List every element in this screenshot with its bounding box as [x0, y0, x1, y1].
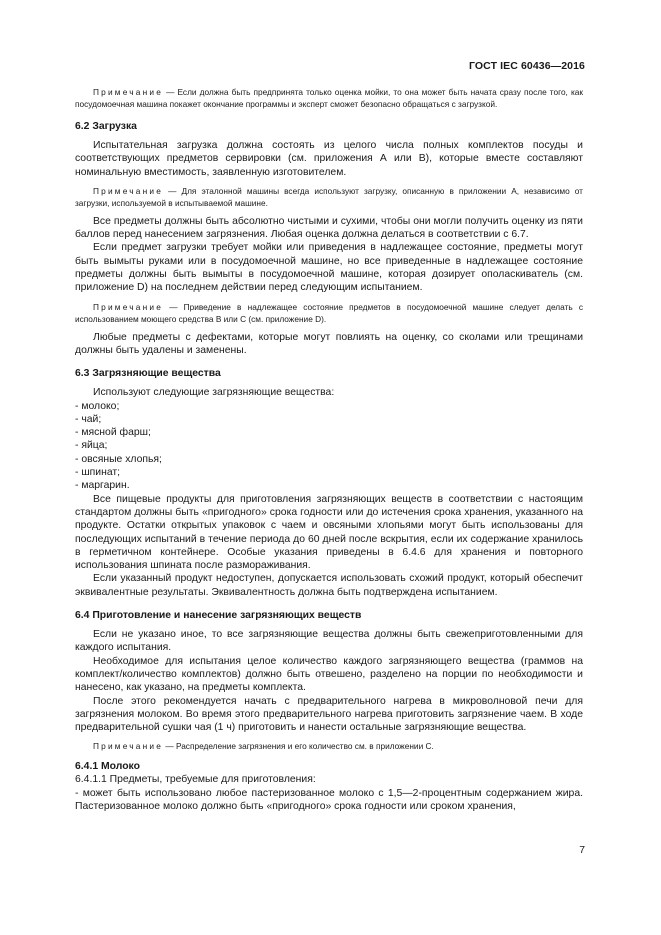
- paragraph: Все пищевые продукты для приготовления загрязняющих веществ в соответствии с настоящим стандартом должны быть «пригодного» срока годности или до истечения срока хранения, указанного на продукте. Остатки открытых упаковок с чаем и овсяными хлопьями могут быть использованы для последующих испытаний в течение периода до 60 дней после вскрытия, если их содержание хранилось в герметичном контейнере. Особые указания приведены в 6.4.6 для хранения и повторного использования шпината после размораживания.: [75, 493, 583, 572]
- section-6-4-1-title: 6.4.1 Молоко: [75, 761, 140, 773]
- note-label: Примечание: [93, 741, 164, 752]
- note-label: Примечание: [93, 301, 164, 312]
- paragraph: Испытательная загрузка должна состоять из целого числа полных комплектов посуды и соответствующих предметов сервировки (см. приложения А или В), которые вместе составляют номинальную вместимость, заявленную изготовителем.: [75, 140, 583, 178]
- paragraph: Если не указано иное, то все загрязняющие вещества должны быть свежеприготовленными для каждого испытания.: [75, 629, 583, 654]
- list-item: - молоко;: [75, 400, 120, 412]
- list-item: - овсяные хлопья;: [75, 453, 162, 465]
- section-6-2-title: 6.2 Загрузка: [75, 121, 137, 132]
- list-item: - мясной фарш;: [75, 427, 151, 439]
- note-text: — Приведение в надлежащее состояние предметов в посудомоечной машине следует делать с использованием моющего средства В или С (см. приложение D).: [75, 301, 583, 324]
- paragraph: - может быть использовано любое пастеризованное молоко с 1,5—2-процентным содержанием жира. Пастеризованное молоко должно быть «пригодного» срока годности или сроком хранения,: [75, 787, 583, 812]
- document-body: [75, 86, 583, 813]
- section-6-3-title: 6.3 Загрязняющие вещества: [75, 368, 221, 380]
- list-item: - яйца;: [75, 440, 108, 452]
- section-6-4-title: 6.4 Приготовление и нанесение загрязняющих веществ: [75, 610, 362, 622]
- paragraph: После этого рекомендуется начать с предварительного нагрева в микроволновой печи для загрязнения молоком. Во время этого предварительного нагрева приготовить загрязнение чаем. В ходе предварительной сушки чая (1 ч) приготовить и нанести остальные загрязняющие вещества.: [75, 695, 583, 734]
- note-2: [75, 185, 583, 209]
- note-text: — Распределение загрязнения и его количество см. в приложении С.: [163, 741, 434, 752]
- list-item: - чай;: [75, 413, 102, 425]
- note-1: [75, 86, 583, 110]
- note-text: — Если должна быть предпринята только оценка мойки, то она может быть начата сразу после того, как посудомоечная машина покажет окончание программы и эксперт сможет безопасно обращаться с загрузкой.: [75, 87, 583, 109]
- paragraph: Если указанный продукт недоступен, допускается использовать схожий продукт, который обеспечит эквивалентные результаты. Эквивалентность должна быть подтверждена испытанием.: [75, 573, 583, 598]
- list-item: - маргарин.: [75, 480, 130, 492]
- document-header: ГОСТ IEC 60436—2016: [468, 60, 585, 72]
- paragraph: Если предмет загрузки требует мойки или приведения в надлежащее состояние, предметы могут быть вымыты руками или в посудомоечной машине, но все приведенные в надлежащее состояние предметы должны быть вымыты в посудомоечной машине, которая дозирует ополаскиватель (см. приложение D) на последнем действии перед следующим испытанием.: [75, 242, 583, 294]
- note-3: [75, 301, 583, 325]
- paragraph: Любые предметы с дефектами, которые могут повлиять на оценку, со сколами или трещинами должны быть удалены и заменены.: [75, 331, 583, 356]
- paragraph: Необходимое для испытания целое количество каждого загрязняющего вещества (граммов на комплект/количество комплектов) должно быть отвешено, разделено на порции по необходимости и нанесено, как указано, на предметы комплекта.: [75, 655, 583, 694]
- note-label: Примечание: [93, 185, 164, 196]
- note-4: [75, 740, 583, 752]
- paragraph: Все предметы должны быть абсолютно чистыми и сухими, чтобы они могли получить оценку из пяти баллов перед нанесением загрязнения. Любая оценка должна делаться в соответствии с 6.7.: [75, 215, 583, 241]
- subsection-6-4-1-1: 6.4.1.1 Предметы, требуемые для приготовления:: [75, 774, 316, 786]
- page-number: 7: [579, 845, 585, 856]
- list-item: - шпинат;: [75, 467, 121, 479]
- note-label: Примечание: [93, 87, 164, 97]
- paragraph: Используют следующие загрязняющие вещества:: [93, 387, 335, 399]
- note-text: — Для эталонной машины всегда используют загрузку, описанную в приложении А, независимо от загрузки, используемой в испытываемой машине.: [75, 185, 583, 208]
